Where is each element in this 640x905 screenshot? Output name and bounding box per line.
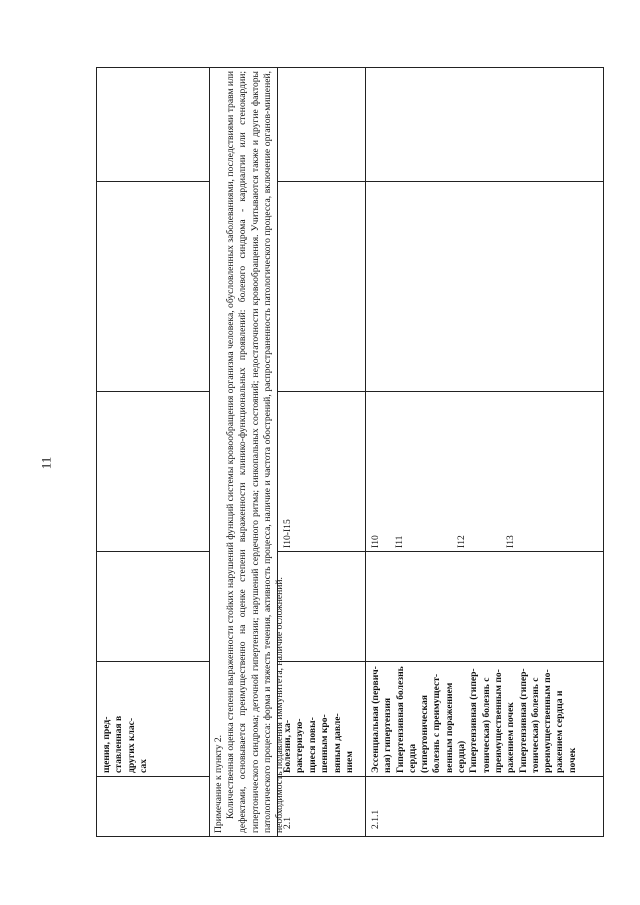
col-line <box>277 776 604 777</box>
col-line <box>277 551 604 552</box>
col-line <box>96 181 209 182</box>
col-line <box>96 391 209 392</box>
list-item: Гипертензивная болезнь сердца (гипертоническая болезнь с преимущест- венным поражением сердца) <box>394 666 468 773</box>
rule-top-row <box>209 67 210 837</box>
col-line <box>277 181 604 182</box>
col-line <box>277 661 604 662</box>
row-2-1-code: I10-I15 <box>282 519 293 548</box>
row-2-1-name: Болезни, ха- рактеризую- щиеся повы- шенным кро- вяным давле- нием <box>282 713 356 773</box>
rule-row-2-1 <box>365 67 366 837</box>
list-item: Гипертензивная (гипер- тоническая) болезнь с pреимущественным по- ражением сердца и почек <box>517 668 578 773</box>
list-item: Эссенциальная (первич- ная) гипертензия <box>370 666 394 773</box>
diagnosis-list <box>370 665 579 773</box>
rotated-table-page <box>96 67 604 837</box>
row-2-1-number: 2.1 <box>282 817 293 829</box>
row-2-1-1-number: 2.1.1 <box>370 809 381 829</box>
code-item: I13 <box>505 535 516 548</box>
col-line <box>96 551 209 552</box>
col-line <box>277 391 604 392</box>
top-category-text: щения, пред- ставленная в других клас- сах <box>101 715 150 773</box>
list-item: Гипертензивная (гипер- тоническая) болезнь с преимущественным по- ражением почек <box>468 668 517 773</box>
code-item: I10 <box>370 535 381 548</box>
col-line <box>96 661 209 662</box>
code-item: I11 <box>394 535 405 548</box>
col-line <box>96 776 209 777</box>
code-item: I12 <box>456 535 467 548</box>
page-number: 11 <box>38 456 54 470</box>
note-body: Количественная оценка степени выраженности стойких нарушений функций системы кровообращения организма человека, обусловленных заболеваниями, последствиями травм или дефектами, основывается преимущественно на оценке степени выраженности клинико-функциональных проявлений: болевого синдрома - кардиалгии или стенокардии; гипертонического синдрома; деточной гипертензии; нарушений сердечного ритма; синкопальных состояний; недостаточности кровообращения. Учитываются также и другие факторы патологического процесса: форма и тяжесть течения, активность процесса, наличие и частота обострений, распространенность патологического процесса, включение органов-мишеней, необходимость подавления иммунитета, наличие осложнений. <box>225 71 286 833</box>
note-block <box>213 71 286 833</box>
note-heading: Примечание к пункту 2. <box>213 734 224 833</box>
